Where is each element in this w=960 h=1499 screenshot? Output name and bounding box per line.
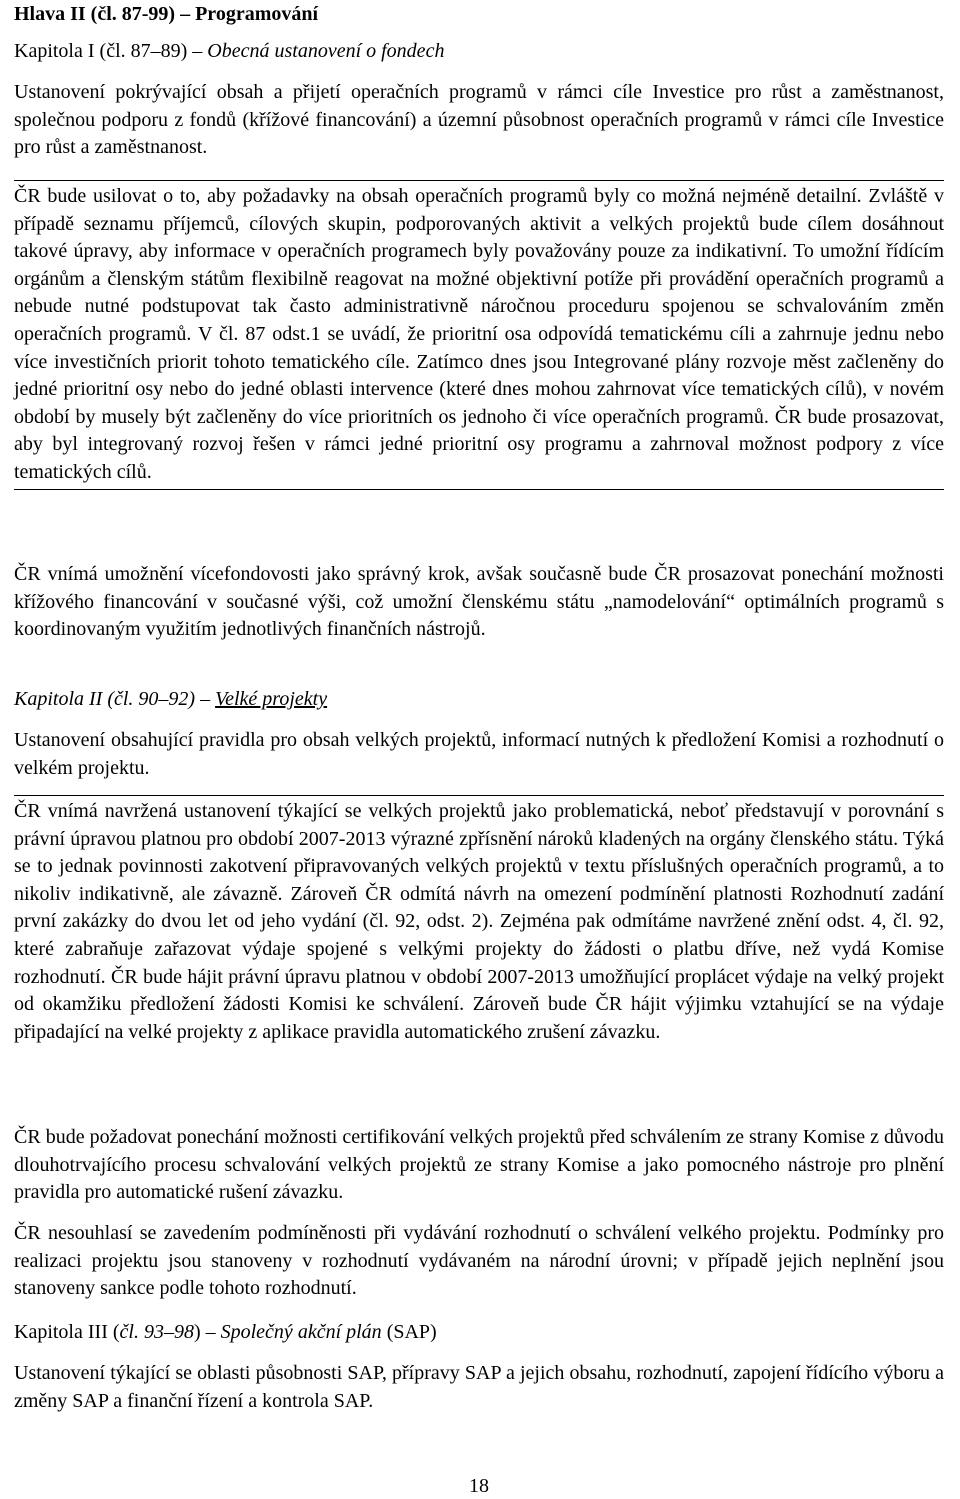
chapter-3-title: Společný akční plán: [220, 1321, 382, 1343]
paragraph-scope-sap: Ustanovení týkající se oblasti působnosti SAP, přípravy SAP a jejich obsahu, rozhodnutí, zapojení řídícího výboru a změny SAP a finanční řízení a kontrola SAP.: [14, 1362, 944, 1412]
chapter-3-heading: [14, 1318, 437, 1346]
paragraph-cr-major-projects: ČR vnímá navržená ustanovení týkající se velkých projektů jako problematická, neboť představují v porovnání s právní úpravou platnou pro období 2007-2013 výrazné zpřísnění nároků kladených na orgány členského státu. Týká se to jednak povinnosti zakotvení připravovaných velkých projektů v textu příslušných operačních programů, a to nikoliv indikativně, ale závazně. Zároveň ČR odmítá návrh na omezení podmínění platnosti Rozhodnutí zadání první zakázky do dvou let od jeho vydání (čl. 92, odst. 2). Zejména pak odmítáme navržené znění odst. 4, čl. 92, které zabraňuje zařazovat výdaje spojené s velkými projekty do žádosti o platbu dříve, než vydá Komise rozhodnutí. ČR bude hájit právní úpravu platnou v období 2007-2013 umožňující proplácet výdaje na velký projekt od okamžiku předložení žádosti Komisi ke schválení. Zároveň bude ČR hájit výjimku vztahující se na výdaje připadající na velké projekty z aplikace pravidla automatického zrušení závazku.: [14, 795, 944, 1046]
chapter-2-heading: [14, 685, 327, 713]
paragraph-scope-general: Ustanovení pokrývající obsah a přijetí operačních programů v rámci cíle Investice pro růst a zaměstnanost, společnou podporu z fondů (křížové financování) a územní působnost operačních programů v rámci cíle Investice pro růst a zaměstnanost.: [14, 81, 944, 159]
paragraph-multifund: ČR vnímá umožnění vícefondovosti jako správný krok, avšak současně bude ČR prosazovat ponechání možnosti křížového financování v současné výši, což umožní členskému státu „namodelování“ optimálních programů s koordinovaným využitím jednotlivých finančních nástrojů.: [14, 563, 944, 641]
section-heading: Hlava II (čl. 87-99) – Programování: [14, 3, 319, 25]
paragraph-conditionality: ČR nesouhlasí se zavedením podmíněnosti při vydávání rozhodnutí o schválení velkého projektu. Podmínky pro realizaci projektu jsou stanoveny v rozhodnutí vydávaném na národní úrovni; v případě jejich neplnění jsou stanoveny sankce podle tohoto rozhodnutí.: [14, 1222, 944, 1300]
chapter-1-lead: Kapitola I (čl. 87–89) –: [14, 40, 208, 62]
chapter-1-title: Obecná ustanovení o fondech: [207, 40, 445, 62]
chapter-2-title: Velké projekty: [215, 688, 328, 710]
paragraph-cr-position-content: ČR bude usilovat o to, aby požadavky na obsah operačních programů byly co možná nejméně detailní. Zvláště v případě seznamu příjemců, cílových skupin, podporovaných aktivit a velkých projektů bude cílem dosáhnout takové úpravy, aby informace v operačních programech byly považovány pouze za indikativní. To umožní řídícím orgánům a členským státům flexibilně reagovat na možné objektivní potíže při provádění operačních programů a nebude nutné podstupovat tak často administrativně náročnou proceduru spojenou se schvalováním změn operačních programů. V čl. 87 odst.1 se uvádí, že prioritní osa odpovídá tematickému cíli a zahrnuje jednu nebo více investičních priorit tohoto tematického cíle. Zatímco dnes jsou Integrované plány rozvoje měst začleněny do jedné prioritní osy nebo do jedné oblasti intervence (které dnes mohou zahrnovat více tematických cílů), v novém období by musely být začleněny do více prioritních os jednoho či více operačních programů. ČR bude prosazovat, aby byl integrovaný rozvoj řešen v rámci jedné prioritní osy programu a zahrnoval možnost podpory z více tematických cílů.: [14, 180, 944, 490]
chapter-3-lead: Kapitola III (: [14, 1321, 120, 1343]
paragraph-certification: ČR bude požadovat ponechání možnosti certifikování velkých projektů před schválením ze strany Komise z důvodu dlouhotrvajícího procesu schvalování velkých projektů ze strany Komise a jako pomocného nástroje pro plnění pravidla pro automatické rušení závazku.: [14, 1126, 944, 1204]
chapter-3-tail: (SAP): [381, 1321, 437, 1343]
chapter-1-heading: [14, 37, 444, 65]
chapter-2-lead: Kapitola II (čl. 90–92) –: [14, 688, 216, 710]
chapter-3-ref: čl. 93–98: [119, 1321, 194, 1343]
chapter-3-sep: ) –: [193, 1321, 221, 1343]
page-number: 18: [469, 1475, 489, 1497]
paragraph-scope-major-projects: Ustanovení obsahující pravidla pro obsah velkých projektů, informací nutných k předložení Komisi a rozhodnutí o velkém projektu.: [14, 729, 944, 779]
